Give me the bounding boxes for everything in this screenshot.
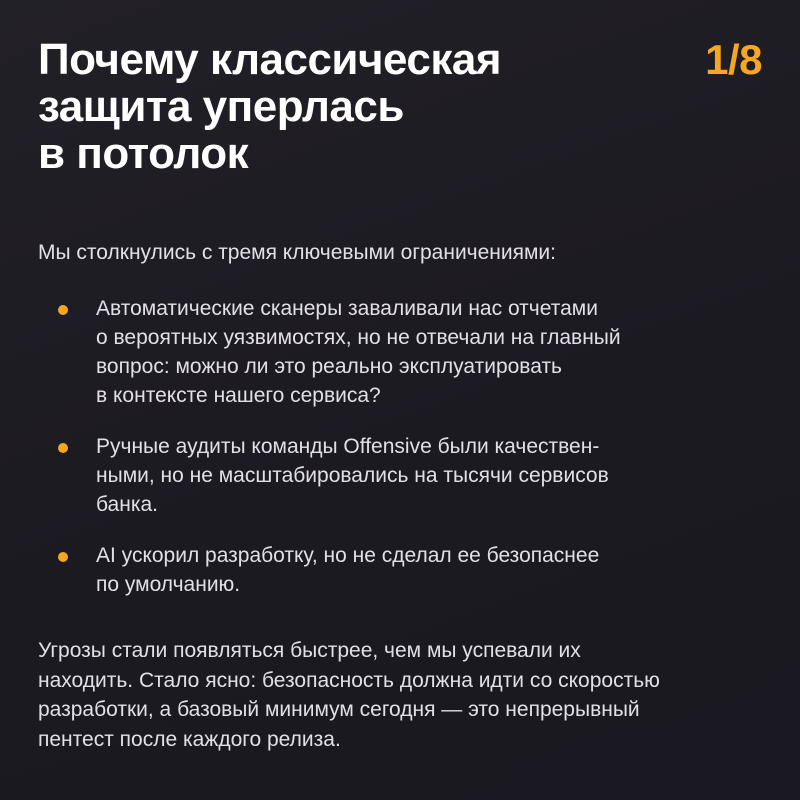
list-item [38,432,758,519]
bullet-dot-icon [58,552,68,562]
bullet-list [38,294,758,621]
conclusion-text: Угрозы стали появляться быстрее, чем мы успевали их находить. Стало ясно: безопасность должна идти со скоростью разработки, а базовый минимум сегодня — это непрерывный пентест после каждого релиза. [38,639,660,751]
bullet-text: Ручные аудиты команды Offensive были качествен- ными, но не масштабировались на тысячи сервисов банка. [96,435,609,516]
bullet-dot-icon [58,305,68,315]
bullet-dot-icon [58,443,68,453]
list-item [38,541,758,599]
page-counter: 1/8 [705,36,762,83]
list-item [38,294,758,410]
slide-title: Почему классическая защита уперлась в потолок [38,35,502,178]
bullet-text: AI ускорил разработку, но не сделал ее безопаснее по умолчанию. [96,544,600,596]
intro-text: Мы столкнулись с тремя ключевыми ограничениями: [38,241,556,264]
bullet-text: Автоматические сканеры заваливали нас отчетами о вероятных уязвимостях, но не отвечали на главный вопрос: можно ли это реально эксплуатировать в контексте нашего сервиса? [96,297,621,407]
